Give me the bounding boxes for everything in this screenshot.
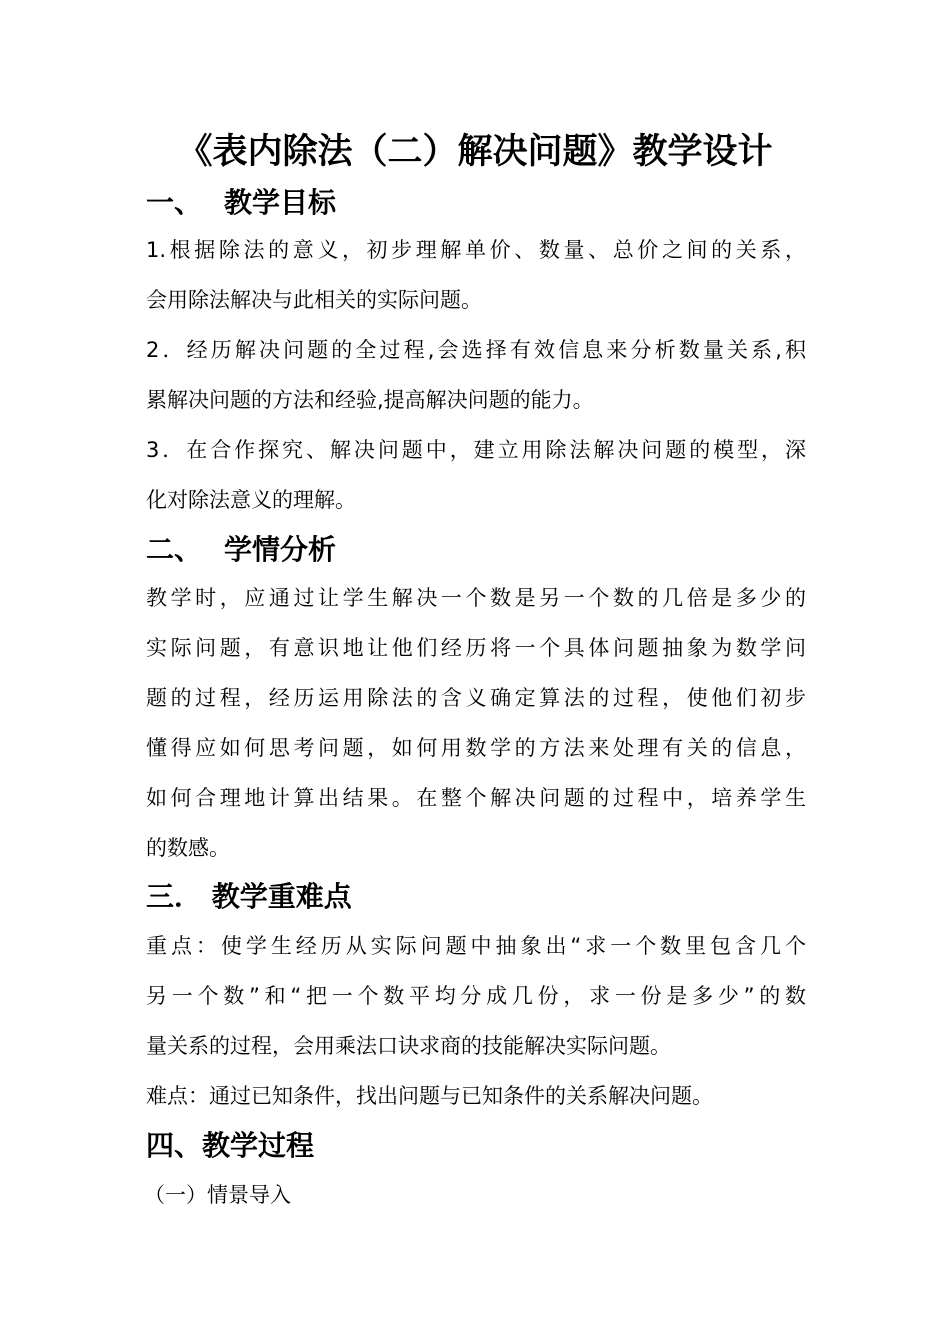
section-heading-process: 四、教学过程 bbox=[146, 1129, 315, 1162]
paragraph-line: 化对除法意义的理解。 bbox=[146, 488, 356, 512]
paragraph-line: 教学时，应通过让学生解决一个数是另一个数的几倍是多少的 bbox=[146, 586, 806, 610]
subsection-heading: （一）情景导入 bbox=[144, 1183, 291, 1207]
paragraph-line: 量关系的过程，会用乘法口诀求商的技能解决实际问题。 bbox=[146, 1034, 671, 1058]
section-title: 学情分析 bbox=[224, 533, 337, 566]
section-number: 二、 bbox=[146, 533, 203, 566]
section-heading-objectives bbox=[146, 183, 336, 223]
paragraph-line: 如何合理地计算出结果。在整个解决问题的过程中，培养学生 bbox=[146, 786, 806, 810]
paragraph-line: 题的过程，经历运用除法的含义确定算法的过程，使他们初步 bbox=[146, 686, 806, 710]
paragraph-line: 懂得应如何思考问题，如何用数学的方法来处理有关的信息， bbox=[146, 736, 806, 760]
section-heading-analysis bbox=[146, 530, 336, 570]
paragraph-line: 难点：通过已知条件，找出问题与已知条件的关系解决问题。 bbox=[146, 1084, 713, 1108]
paragraph-line: 累解决问题的方法和经验,提高解决问题的能力。 bbox=[146, 388, 594, 412]
paragraph-line: 会用除法解决与此相关的实际问题。 bbox=[146, 288, 482, 312]
paragraph-line: 实际问题，有意识地让他们经历将一个具体问题抽象为数学问 bbox=[146, 636, 806, 660]
paragraph-line: 另一个数”和“把一个数平均分成几份，求一份是多少”的数 bbox=[146, 984, 806, 1008]
section-title: 教学目标 bbox=[224, 186, 337, 219]
paragraph-line: 1.根据除法的意义，初步理解单价、数量、总价之间的关系， bbox=[146, 238, 806, 262]
paragraph-line: 2．经历解决问题的全过程,会选择有效信息来分析数量关系,积 bbox=[146, 338, 806, 362]
section-heading-key-points: 三． 教学重难点 bbox=[146, 880, 352, 913]
paragraph-line: 重点：使学生经历从实际问题中抽象出“求一个数里包含几个 bbox=[146, 934, 806, 958]
section-number: 一、 bbox=[146, 186, 203, 219]
paragraph-line: 3．在合作探究、解决问题中，建立用除法解决问题的模型，深 bbox=[146, 438, 806, 462]
document-title: 《表内除法（二）解决问题》教学设计 bbox=[177, 132, 773, 172]
paragraph-line: 的数感。 bbox=[146, 836, 230, 860]
